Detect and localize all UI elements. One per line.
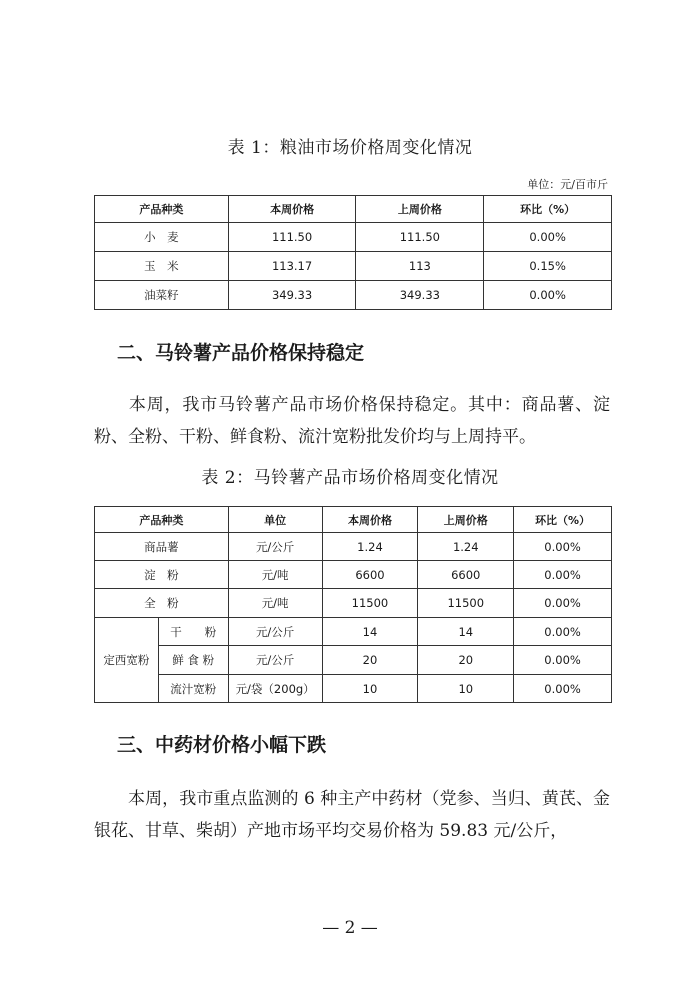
table-cell: 淀 粉: [95, 561, 229, 589]
section3-paragraph-text: 本周，我市重点监测的 6 种主产中药材（党参、当归、黄芪、金银花、甘草、柴胡）产地市场平均交易价格为 59.83 元/公斤，: [94, 789, 610, 841]
table2-header-cell: 环比（%）: [514, 507, 612, 533]
table-cell: 20: [418, 646, 514, 675]
table-cell: 0.00%: [514, 618, 612, 646]
table-cell: 6600: [322, 561, 418, 589]
table-cell: 流汁宽粉: [158, 675, 228, 703]
table-cell: 20: [322, 646, 418, 675]
table1-header-cell: 上周价格: [356, 196, 484, 223]
table1-header-cell: 环比（%）: [484, 196, 612, 223]
table2-header-cell: 产品种类: [95, 507, 229, 533]
table-cell: 元/袋（200g）: [228, 675, 322, 703]
table-row: [95, 618, 612, 646]
table-cell: 10: [418, 675, 514, 703]
table-cell: 0.00%: [484, 281, 612, 310]
table-cell: 11500: [322, 589, 418, 618]
table2: [94, 506, 612, 703]
table-row: [95, 223, 612, 252]
section2-paragraph-text: 本周，我市马铃薯产品市场价格保持稳定。其中：商品薯、淀粉、全粉、干粉、鲜食粉、流汁宽粉批发价均与上周持平。: [94, 395, 610, 447]
table-cell: 元/公斤: [228, 618, 322, 646]
table-cell: 0.00%: [514, 589, 612, 618]
table-row: [95, 646, 612, 675]
table2-header-cell: 上周价格: [418, 507, 514, 533]
section3-heading: 三、中药材价格小幅下跌: [117, 734, 327, 756]
table1: [94, 195, 612, 310]
table-row: [95, 533, 612, 561]
table-row: [95, 589, 612, 618]
table-cell: 1.24: [322, 533, 418, 561]
group-label-cell: 定西宽粉: [95, 618, 159, 703]
table-cell: 113: [356, 252, 484, 281]
table-cell: 商品薯: [95, 533, 229, 561]
table2-header-row: [95, 507, 612, 533]
table-cell: 油菜籽: [95, 281, 229, 310]
table-cell: 0.00%: [514, 675, 612, 703]
table-row: [95, 675, 612, 703]
table1-header-row: [95, 196, 612, 223]
table1-unit-note: 单位：元/百市斤: [527, 178, 608, 191]
table-cell: 113.17: [228, 252, 356, 281]
table-cell: 349.33: [356, 281, 484, 310]
table-cell: 0.15%: [484, 252, 612, 281]
table-cell: 元/吨: [228, 561, 322, 589]
table-cell: 349.33: [228, 281, 356, 310]
table-row: [95, 281, 612, 310]
table-cell: 1.24: [418, 533, 514, 561]
table-cell: 全 粉: [95, 589, 229, 618]
section3-paragraph: [94, 783, 610, 847]
table-cell: 小 麦: [95, 223, 229, 252]
table-cell: 11500: [418, 589, 514, 618]
table-cell: 14: [418, 618, 514, 646]
table-cell: 0.00%: [484, 223, 612, 252]
table-cell: 鲜 食 粉: [158, 646, 228, 675]
table-row: [95, 561, 612, 589]
table-cell: 0.00%: [514, 646, 612, 675]
table-cell: 元/吨: [228, 589, 322, 618]
table-row: [95, 252, 612, 281]
table-cell: 0.00%: [514, 561, 612, 589]
table2-header-cell: 单位: [228, 507, 322, 533]
page-number: — 2 —: [322, 918, 378, 938]
table1-title: 表 1：粮油市场价格周变化情况: [227, 138, 473, 158]
table-cell: 元/公斤: [228, 646, 322, 675]
table2-title: 表 2：马铃薯产品市场价格周变化情况: [201, 468, 499, 488]
table-cell: 6600: [418, 561, 514, 589]
table-cell: 干 粉: [158, 618, 228, 646]
table2-header-cell: 本周价格: [322, 507, 418, 533]
table-cell: 10: [322, 675, 418, 703]
table1-header-cell: 本周价格: [228, 196, 356, 223]
table-cell: 111.50: [356, 223, 484, 252]
section2-paragraph: [94, 389, 610, 453]
table-cell: 玉 米: [95, 252, 229, 281]
table-cell: 111.50: [228, 223, 356, 252]
table1-header-cell: 产品种类: [95, 196, 229, 223]
table-cell: 元/公斤: [228, 533, 322, 561]
table-cell: 14: [322, 618, 418, 646]
section2-heading: 二、马铃薯产品价格保持稳定: [117, 342, 365, 364]
table-cell: 0.00%: [514, 533, 612, 561]
